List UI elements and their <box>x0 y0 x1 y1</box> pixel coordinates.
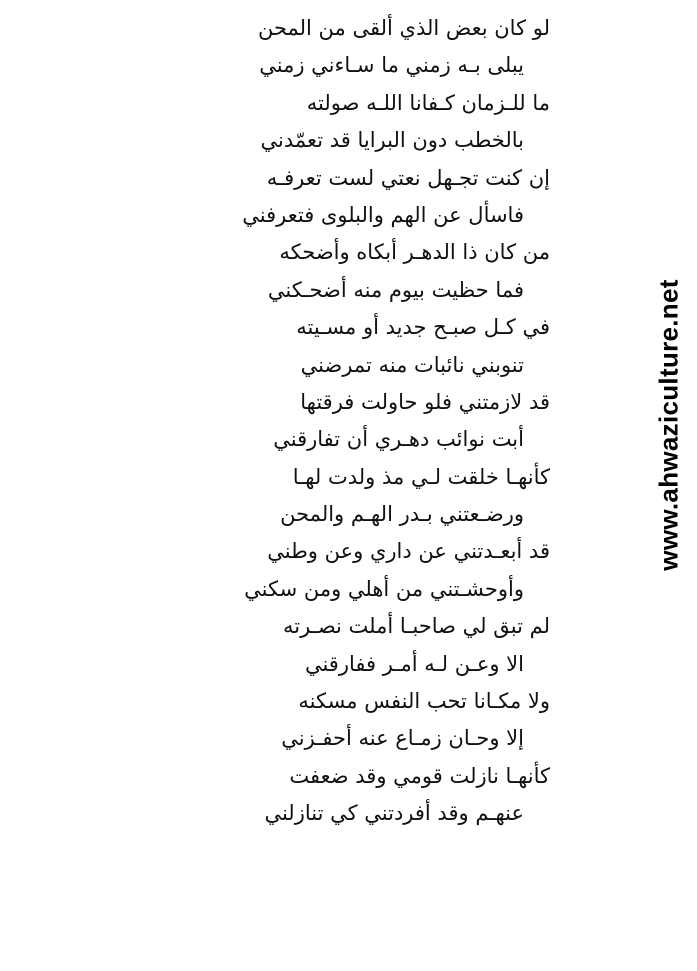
verse-line-8: فما حظيت بيوم منه أضحـكني <box>267 277 524 302</box>
verse-line-2: يبلى بـه زمني ما سـاءني زمني <box>259 53 524 78</box>
verse-line-17: لم تبق لي صاحبـا أملت نصـرته <box>282 614 550 639</box>
verse-line-7: من كان ذا الدهـر أبكاه وأضحكه <box>279 240 550 265</box>
verse-line-4: بالخطب دون البرايا قد تعمّدني <box>260 128 524 153</box>
verse-line-5: إن كنت تجـهل نعتي لست تعرفـه <box>266 165 550 190</box>
verse-line-3: ما للـزمان كـفانا اللـه صولته <box>306 90 550 115</box>
verse-line-19: ولا مكـانا تحب النفس مسكنه <box>298 689 550 714</box>
watermark-text: www.ahwaziculture.net <box>653 279 684 571</box>
verse-line-15: قد أبعـدتني عن داري وعن وطني <box>267 539 550 564</box>
verse-line-14: ورضـعتني بـدر الهـم والمحن <box>280 502 524 527</box>
watermark <box>647 265 691 585</box>
verse-line-18: الا وعـن لـه أمـر ففارقني <box>304 651 524 676</box>
verse-line-22: عنهـم وقد أفردتني كي تنازلني <box>264 801 524 826</box>
verse-line-6: فاسأل عن الهم والبلوى فتعرفني <box>242 202 524 227</box>
verse-line-1: لو كان بعض الذي ألقى من المحن <box>257 16 550 40</box>
verse-line-12: أبت نوائب دهـري أن تفارقني <box>273 427 524 452</box>
verse-line-21: كأنهـا نازلت قومي وقد ضعفت <box>289 763 550 788</box>
verse-line-11: قد لازمتني فلو حاولت فرقتها <box>300 389 550 414</box>
poem-text <box>40 10 560 833</box>
verse-line-16: وأوحشـتني من أهلي ومن سكني <box>244 576 524 601</box>
verse-line-13: كأنهـا خلقت لـي مذ ولدت لهـا <box>292 464 550 489</box>
verse-line-10: تنوبني نائبات منه تمرضني <box>300 352 524 377</box>
verse-line-9: في كـل صبـح جديد أو مسـيته <box>296 315 550 340</box>
verse-line-20: إلا وحـان زمـاع عنه أحفـزني <box>281 726 524 751</box>
